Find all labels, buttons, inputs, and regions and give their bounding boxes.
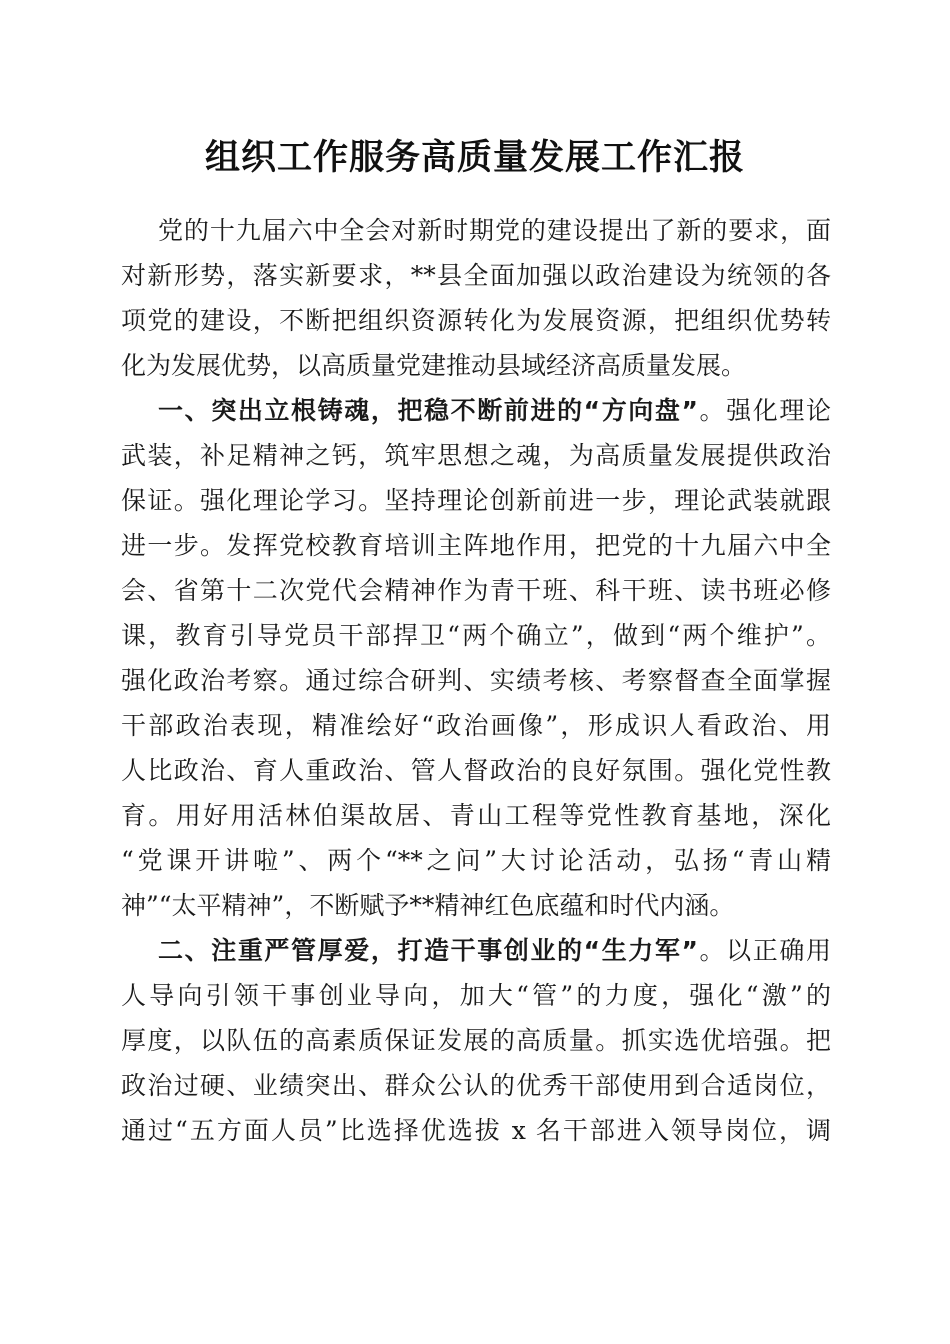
section-heading-line xyxy=(158,388,831,434)
paragraph-line: 党的十九届六中全会对新时期党的建设提出了新的要求，面 xyxy=(158,216,831,245)
paragraph-line: 武装，补足精神之钙，筑牢思想之魂，为高质量发展提供政治 xyxy=(121,441,831,470)
paragraph-line: 课，教育引导党员干部捍卫“两个确立”，做到“两个维护”。 xyxy=(121,621,831,650)
paragraph-line: 厚度，以队伍的高素质保证发展的高质量。抓实选优培强。把 xyxy=(121,1026,831,1055)
paragraph-line: 干部政治表现，精准绘好“政治画像”，形成识人看政治、用 xyxy=(121,711,831,740)
paragraph-line: 保证。强化理论学习。坚持理论创新前进一步，理论武装就跟 xyxy=(121,486,831,515)
paragraph-line: 项党的建设，不断把组织资源转化为发展资源，把组织优势转 xyxy=(121,306,831,335)
paragraph-line: 进一步。发挥党校教育培训主阵地作用，把党的十九届六中全 xyxy=(121,531,831,560)
paragraph-line: 神”“太平精神”，不断赋予**精神红色底蕴和时代内涵。 xyxy=(121,891,735,920)
paragraph-line: “党课开讲啦”、两个“**之问”大讨论活动，弘扬“青山精 xyxy=(121,846,831,875)
section-heading-1: 一、突出立根铸魂，把稳不断前进的“方向盘” xyxy=(158,396,698,425)
paragraph-line: 强化政治考察。通过综合研判、实绩考核、考察督查全面掌握 xyxy=(121,666,831,695)
paragraph-line: 人导向引领干事创业导向，加大“管”的力度，强化“激”的 xyxy=(121,981,831,1010)
paragraph-line: 化为发展优势，以高质量党建推动县域经济高质量发展。 xyxy=(121,351,747,380)
paragraph-line: 政治过硬、业绩突出、群众公认的优秀干部使用到合适岗位， xyxy=(121,1071,831,1100)
paragraph-line: 会、省第十二次党代会精神作为青干班、科干班、读书班必修 xyxy=(121,576,831,605)
paragraph-line: 育。用好用活林伯渠故居、青山工程等党性教育基地，深化 xyxy=(121,801,831,830)
paragraph-line: 对新形势，落实新要求，**县全面加强以政治建设为统领的各 xyxy=(121,261,831,290)
section-heading-tail: 。强化理论 xyxy=(697,396,831,425)
document-title: 组织工作服务高质量发展工作汇报 xyxy=(204,137,745,178)
paragraph-line: 人比政治、育人重政治、管人督政治的良好氛围。强化党性教 xyxy=(121,756,831,785)
section-heading-tail: 。以正确用 xyxy=(697,936,831,965)
section-heading-line xyxy=(158,928,831,974)
section-heading-2: 二、注重严管厚爱，打造干事创业的“生力军” xyxy=(158,936,698,965)
paragraph-line: 通过“五方面人员”比选择优选拔 x 名干部进入领导岗位，调 xyxy=(121,1116,831,1145)
